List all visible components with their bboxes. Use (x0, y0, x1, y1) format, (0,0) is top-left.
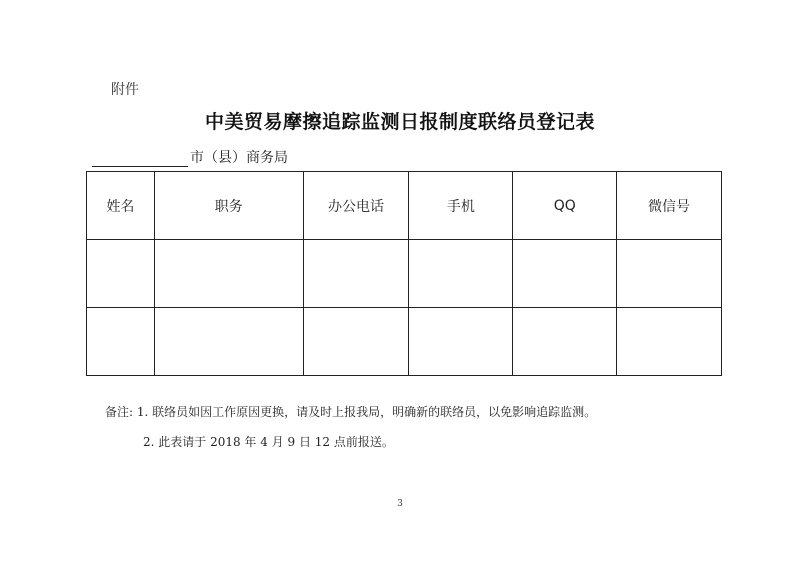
document-title: 中美贸易摩擦追踪监测日报制度联络员登记表 (204, 111, 595, 133)
city-blank-field[interactable] (92, 151, 188, 167)
header-office-phone: 办公电话 (303, 172, 409, 240)
note-line-1 (105, 397, 596, 427)
cell-office-phone[interactable] (303, 240, 409, 308)
note-item-1: 1. 联络员如因工作原因更换，请及时上报我局，明确新的联络员，以免影响追踪监测。 (136, 405, 597, 419)
table-row (87, 240, 722, 308)
cell-position[interactable] (154, 308, 303, 376)
header-name: 姓名 (87, 172, 155, 240)
cell-name[interactable] (87, 240, 155, 308)
cell-mobile[interactable] (409, 240, 513, 308)
registration-table (86, 171, 722, 376)
table-row (87, 308, 722, 376)
cell-name[interactable] (87, 308, 155, 376)
header-wechat: 微信号 (617, 172, 722, 240)
cell-mobile[interactable] (409, 308, 513, 376)
header-mobile: 手机 (409, 172, 513, 240)
header-position: 职务 (154, 172, 303, 240)
page-number: 3 (397, 499, 403, 509)
cell-office-phone[interactable] (303, 308, 409, 376)
note-item-2: 2. 此表请于 2018 年 4 月 9 日 12 点前报送。 (143, 435, 394, 449)
header-qq: QQ (513, 172, 617, 240)
table-header-row (87, 172, 722, 240)
cell-qq[interactable] (513, 240, 617, 308)
cell-qq[interactable] (513, 308, 617, 376)
bureau-line (92, 147, 288, 167)
cell-wechat[interactable] (617, 240, 722, 308)
cell-wechat[interactable] (617, 308, 722, 376)
attachment-label: 附件 (111, 82, 139, 98)
bureau-label: 市（县）商务局 (190, 150, 288, 166)
notes-prefix: 备注: (105, 405, 134, 419)
cell-position[interactable] (154, 240, 303, 308)
notes-section (105, 397, 596, 457)
